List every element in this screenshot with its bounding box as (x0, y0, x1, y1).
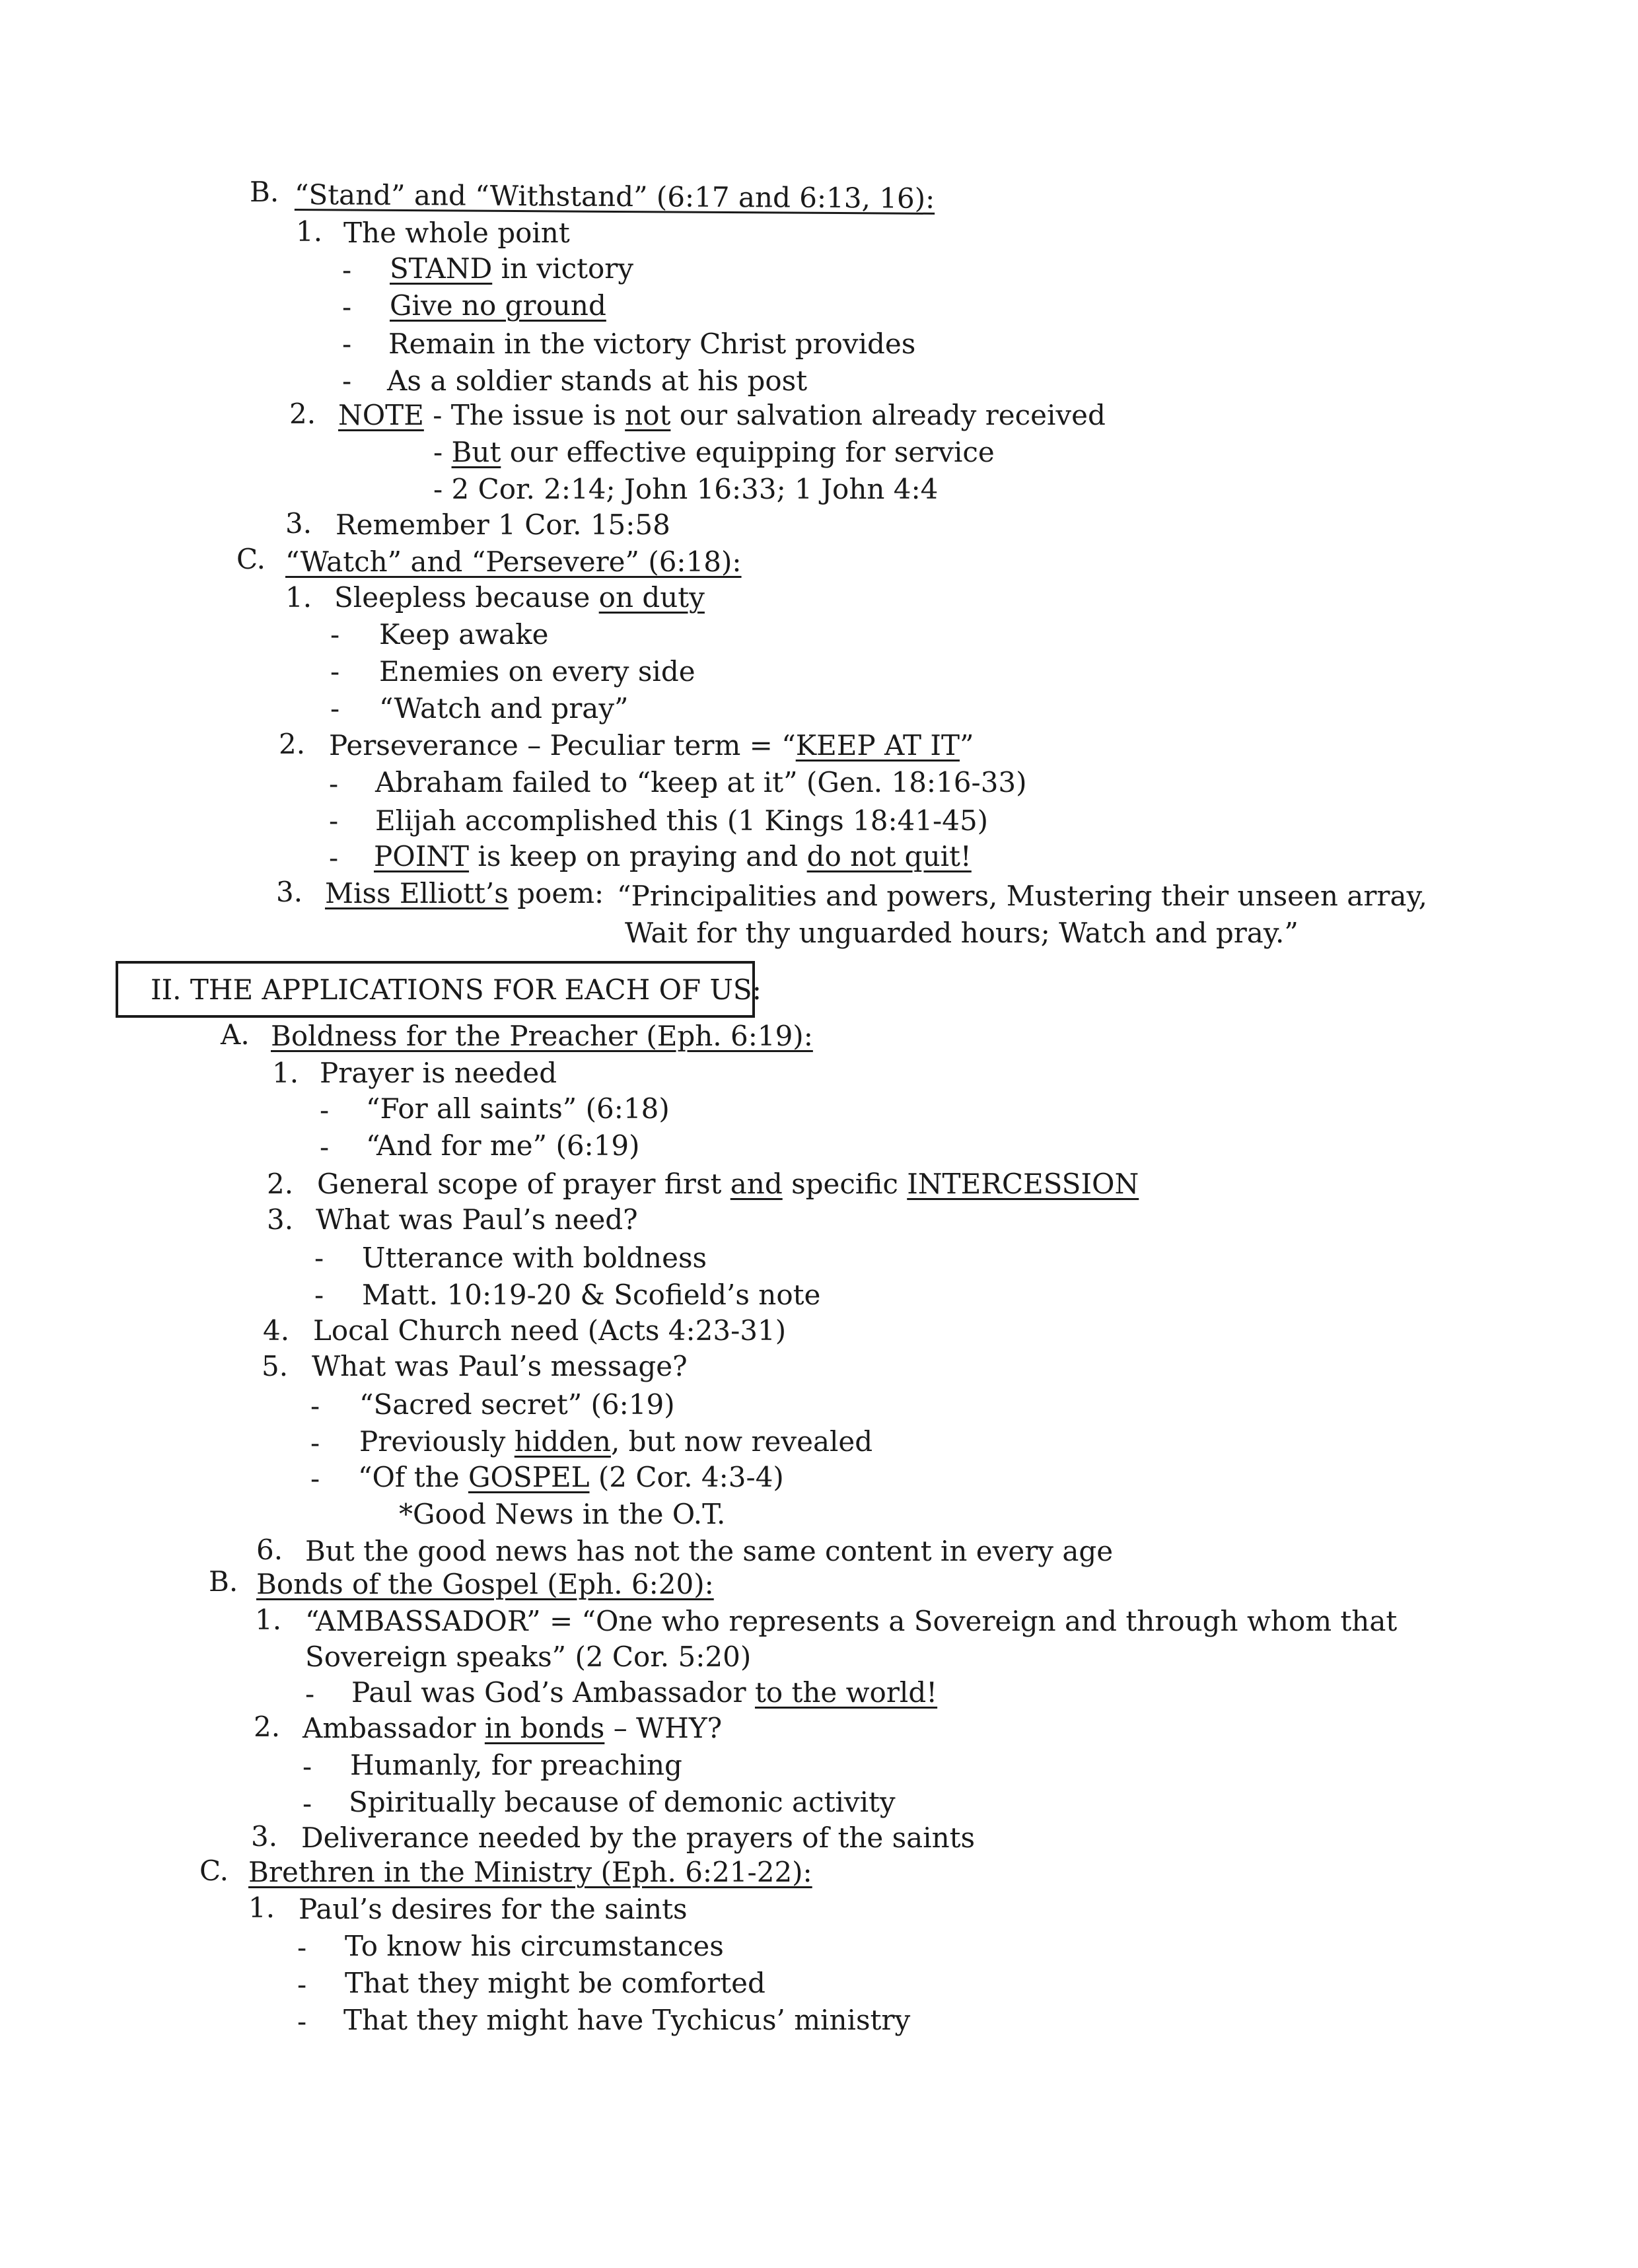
item-number: 2. (279, 728, 306, 760)
list-item: Miss Elliott’s poem: (325, 877, 604, 909)
list-item: “Watch and pray” (379, 692, 629, 725)
section-letter: B. (250, 176, 279, 208)
bullet-dash: - (297, 1931, 307, 1964)
item-number: 5. (262, 1350, 289, 1382)
bullet-dash: - (305, 1678, 315, 1710)
bullet-dash: - (303, 1787, 312, 1820)
bullet-dash: - (342, 254, 352, 286)
list-item: Paul’s desires for the saints (299, 1893, 688, 1925)
bullet-dash: - (342, 291, 352, 323)
item-number: 3. (285, 507, 312, 540)
list-item: Matt. 10:19-20 & Scofield’s note (362, 1279, 821, 1311)
item-number: 3. (276, 876, 303, 908)
item-number: 1. (272, 1057, 299, 1089)
list-item: Perseverance – Peculiar term = “KEEP AT IT” (329, 729, 974, 762)
section-letter: C. (236, 543, 266, 575)
item-number: 1. (285, 581, 312, 614)
section-letter: B. (209, 1565, 238, 1598)
bullet-dash: - (342, 365, 352, 397)
bullet-dash: - (310, 1390, 320, 1422)
list-item: Paul was God’s Ambassador to the world! (351, 1676, 938, 1709)
list-item: General scope of prayer first and specific INTERCESSION (317, 1168, 1139, 1200)
list-item: What was Paul’s need? (316, 1203, 638, 1236)
list-item: “Sacred secret” (6:19) (359, 1388, 675, 1421)
list-item: But the good news has not the same content in every age (305, 1535, 1114, 1567)
bullet-dash: - (314, 1279, 324, 1311)
list-item: To know his circumstances (345, 1930, 724, 1962)
item-number: 6. (256, 1534, 283, 1566)
list-item: That they might be comforted (345, 1967, 766, 1999)
list-item: What was Paul’s message? (312, 1350, 688, 1382)
bullet-dash: - (310, 1462, 320, 1495)
list-item: “AMBASSADOR” = “One who represents a Sovereign and through whom that (305, 1605, 1398, 1637)
bullet-dash: - (320, 1131, 330, 1163)
list-item: “For all saints” (6:18) (366, 1092, 670, 1125)
list-item: STAND in victory (390, 252, 634, 285)
list-item: Spiritually because of demonic activity (349, 1786, 896, 1818)
bullet-dash: - (330, 618, 340, 651)
list-item: The whole point (343, 217, 570, 249)
list-item: Remember 1 Cor. 15:58 (336, 509, 670, 541)
list-item: Previously hidden, but now revealed (359, 1425, 873, 1458)
list-item: That they might have Tychicus’ ministry (343, 2004, 911, 2036)
item-number: 1. (248, 1892, 275, 1924)
section-title: Brethren in the Ministry (Eph. 6:21-22): (248, 1856, 812, 1888)
item-number: 3. (251, 1820, 278, 1853)
part-heading: II. THE APPLICATIONS FOR EACH OF US: (151, 974, 762, 1006)
bullet-dash: - (320, 1094, 330, 1126)
list-item: - But our effective equipping for service (433, 436, 995, 468)
section-title: Bonds of the Gospel (Eph. 6:20): (256, 1568, 714, 1600)
section-title: Boldness for the Preacher (Eph. 6:19): (271, 1020, 813, 1052)
list-item: Deliverance needed by the prayers of the saints (301, 1822, 976, 1854)
item-number: 1. (255, 1604, 282, 1636)
section-title: “Stand” and “Withstand” (6:17 and 6:13, 16): (294, 178, 935, 215)
poem-line: Wait for thy unguarded hours; Watch and pray.” (625, 917, 1299, 949)
list-item: Sleepless because on duty (334, 581, 705, 614)
list-item: Sovereign speaks” (2 Cor. 5:20) (305, 1641, 752, 1673)
list-item: - 2 Cor. 2:14; John 16:33; 1 John 4:4 (433, 473, 939, 505)
section-letter: C. (199, 1855, 229, 1887)
list-item: Ambassador in bonds – WHY? (303, 1712, 723, 1744)
list-item: Humanly, for preaching (350, 1749, 682, 1781)
item-number: 2. (289, 398, 316, 430)
list-item: Utterance with boldness (362, 1242, 707, 1274)
bullet-dash: - (297, 1968, 307, 2001)
item-number: 4. (263, 1314, 290, 1347)
list-item: Give no ground (390, 289, 606, 322)
bullet-dash: - (303, 1750, 312, 1783)
list-item: Local Church need (Acts 4:23-31) (313, 1314, 787, 1347)
item-number: 2. (267, 1168, 294, 1200)
list-item: Abraham failed to “keep at it” (Gen. 18:16-33) (375, 766, 1027, 798)
item-number: 2. (254, 1711, 281, 1743)
list-item: Keep awake (379, 618, 549, 651)
bullet-dash: - (342, 328, 352, 360)
list-item: POINT is keep on praying and do not quit! (374, 840, 972, 872)
list-item: Elijah accomplished this (1 Kings 18:41-45) (375, 804, 989, 837)
section-title: “Watch” and “Persevere” (6:18): (285, 546, 742, 578)
list-item: Prayer is needed (320, 1057, 557, 1089)
item-number: 1. (296, 215, 323, 248)
bullet-dash: - (314, 1242, 324, 1274)
bullet-dash: - (310, 1427, 320, 1459)
section-letter: A. (221, 1018, 250, 1051)
list-item: Enemies on every side (379, 655, 695, 688)
bullet-dash: - (330, 692, 340, 725)
bullet-dash: - (329, 841, 339, 874)
bullet-dash: - (329, 767, 339, 800)
list-item: “Of the GOSPEL (2 Cor. 4:3-4) (358, 1461, 784, 1493)
list-item: Remain in the victory Christ provides (388, 328, 916, 360)
item-number: 3. (267, 1203, 294, 1236)
note-line: *Good News in the O.T. (399, 1498, 726, 1530)
bullet-dash: - (330, 655, 340, 688)
list-item: As a soldier stands at his post (387, 365, 808, 397)
bullet-dash: - (329, 804, 339, 837)
poem-line: “Principalities and powers, Mustering their unseen array, (617, 880, 1428, 912)
list-item: “And for me” (6:19) (366, 1129, 640, 1162)
bullet-dash: - (297, 2005, 307, 2038)
list-item: NOTE - The issue is not our salvation already received (338, 399, 1106, 431)
